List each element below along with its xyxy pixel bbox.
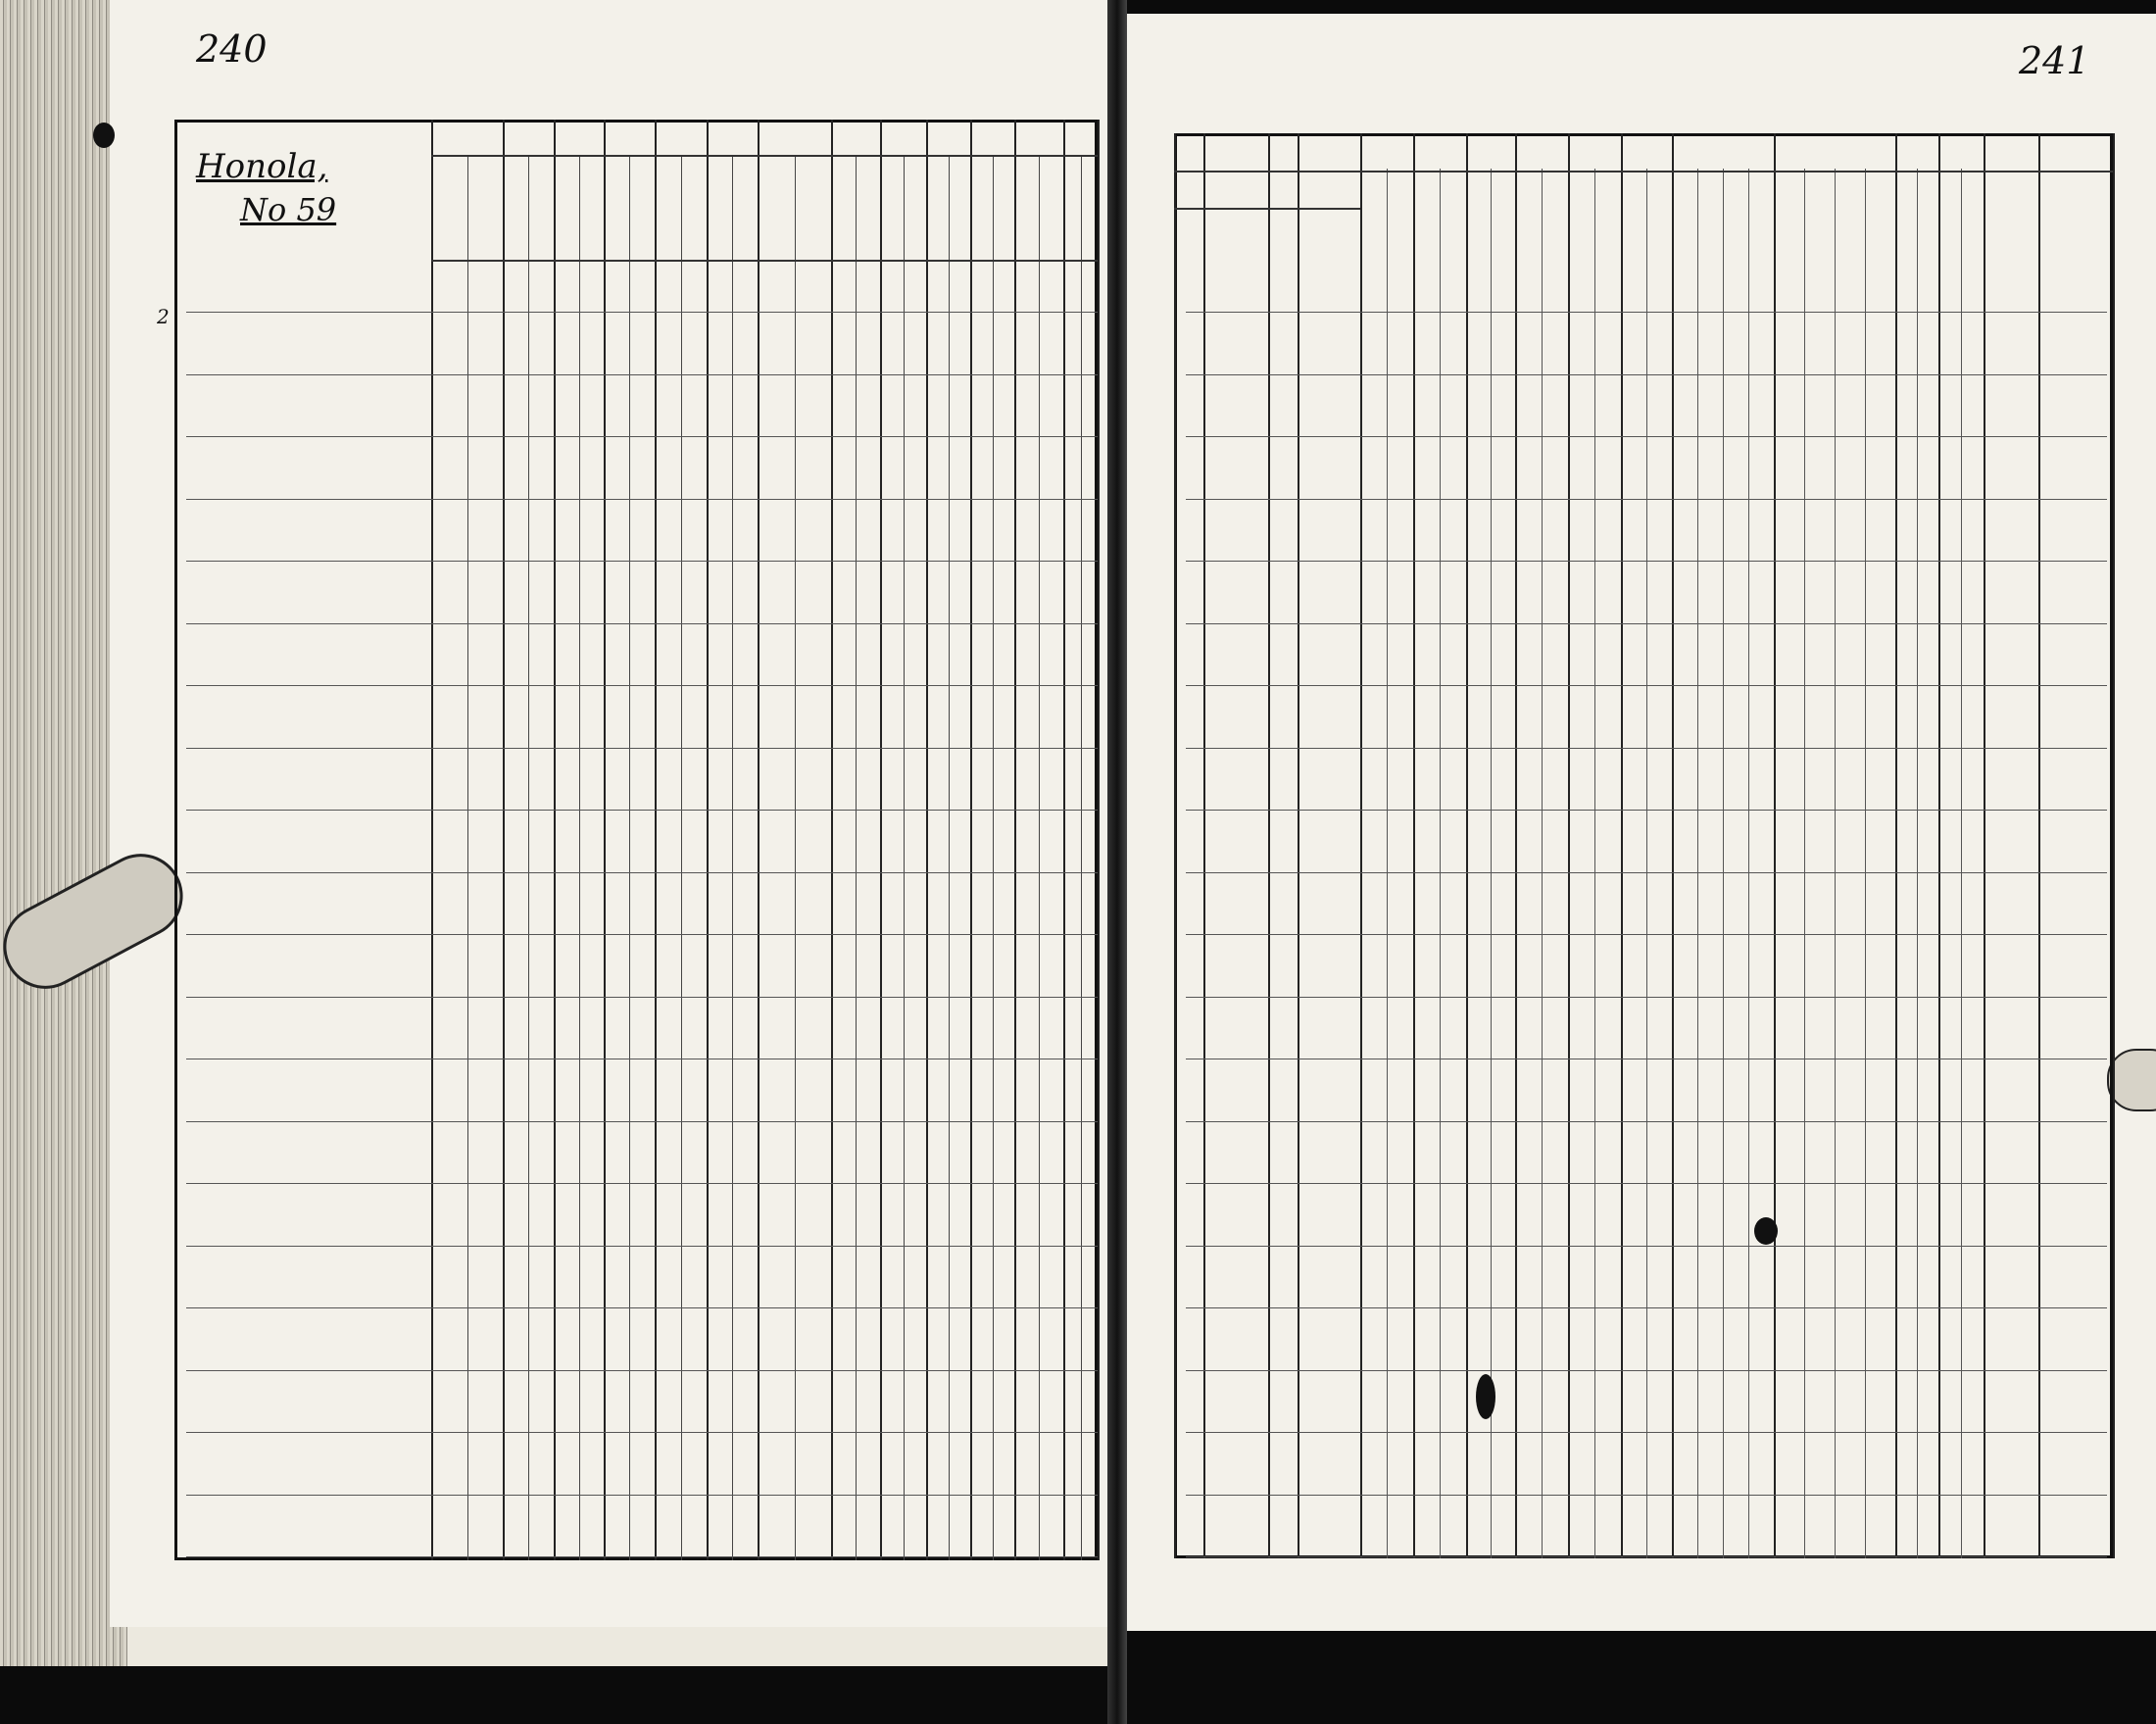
row-line: [1186, 1370, 2107, 1371]
column-divider: [1895, 133, 1897, 1558]
column-divider: [970, 120, 972, 1560]
column-divider: [431, 120, 433, 1560]
row-line: [186, 872, 1098, 873]
ink-blot: [1754, 1217, 1778, 1245]
column-divider: [655, 120, 657, 1560]
sub-column-divider: [1440, 169, 1441, 1558]
row-line: [186, 1495, 1098, 1496]
column-divider: [707, 120, 709, 1560]
column-divider: [1984, 133, 1985, 1558]
sub-column-divider: [795, 157, 796, 1560]
column-divider: [1568, 133, 1570, 1558]
row-line: [1186, 810, 2107, 811]
column-divider: [1621, 133, 1623, 1558]
left-page-number: 240: [196, 27, 268, 71]
sub-column-divider: [904, 157, 905, 1560]
sub-column-divider: [579, 157, 580, 1560]
sub-column-divider: [993, 157, 994, 1560]
row-line: [1186, 997, 2107, 998]
column-divider: [1098, 120, 1100, 1560]
row-line: [1186, 1246, 2107, 1247]
column-divider: [758, 120, 760, 1560]
column-divider: [1515, 133, 1517, 1558]
house-number: No 59: [240, 191, 337, 228]
ink-blot: [1476, 1374, 1495, 1419]
row-line: [1186, 1121, 2107, 1122]
margin-mark: 2: [157, 305, 170, 328]
row-line: [186, 748, 1098, 749]
sub-column-divider: [1542, 169, 1543, 1558]
column-divider: [1063, 120, 1065, 1560]
sub-column-divider: [1748, 169, 1749, 1558]
sub-column-divider: [1081, 157, 1082, 1560]
row-line: [186, 374, 1098, 375]
ink-blot: [93, 123, 115, 148]
row-line: [186, 810, 1098, 811]
header-divider: [1174, 208, 1360, 210]
sub-column-divider: [681, 157, 682, 1560]
row-line: [186, 1307, 1098, 1308]
row-line: [186, 934, 1098, 935]
row-line: [1186, 561, 2107, 562]
column-divider: [503, 120, 505, 1560]
row-line: [1186, 499, 2107, 500]
sub-column-divider: [1697, 169, 1698, 1558]
sub-column-divider: [629, 157, 630, 1560]
column-divider: [831, 120, 833, 1560]
row-line: [186, 1556, 1098, 1557]
column-divider: [2038, 133, 2040, 1558]
row-line: [1186, 1432, 2107, 1433]
row-line: [186, 997, 1098, 998]
row-line: [186, 312, 1098, 313]
column-divider: [1268, 133, 1270, 1558]
sub-column-divider: [1804, 169, 1805, 1558]
row-line: [186, 1370, 1098, 1371]
sub-column-divider: [1646, 169, 1647, 1558]
sub-column-divider: [856, 157, 857, 1560]
column-divider: [1466, 133, 1468, 1558]
right-page-number: 241: [2019, 39, 2090, 82]
sub-column-divider: [1835, 169, 1836, 1558]
row-line: [186, 436, 1098, 437]
sub-column-divider: [1865, 169, 1866, 1558]
row-line: [1186, 748, 2107, 749]
column-divider: [1203, 133, 1205, 1558]
row-line: [186, 685, 1098, 686]
row-line: [186, 561, 1098, 562]
header-bottom: [431, 260, 1098, 262]
column-divider: [1014, 120, 1016, 1560]
row-line: [186, 1121, 1098, 1122]
row-line: [1186, 685, 2107, 686]
row-line: [186, 1183, 1098, 1184]
column-divider: [1298, 133, 1299, 1558]
column-divider: [1938, 133, 1940, 1558]
column-divider: [554, 120, 556, 1560]
sub-column-divider: [528, 157, 529, 1560]
row-line: [1186, 312, 2107, 313]
sub-column-divider: [1723, 169, 1724, 1558]
column-divider: [1360, 133, 1362, 1558]
row-line: [1186, 1495, 2107, 1496]
column-divider: [926, 120, 928, 1560]
sub-column-divider: [1491, 169, 1492, 1558]
sub-column-divider: [1917, 169, 1918, 1558]
column-divider: [1413, 133, 1415, 1558]
sub-column-divider: [467, 157, 468, 1560]
sub-column-divider: [949, 157, 950, 1560]
book-gutter: [1107, 0, 1127, 1724]
row-line: [1186, 872, 2107, 873]
sub-column-divider: [1387, 169, 1388, 1558]
row-line: [1186, 1556, 2107, 1557]
left-register-table: [174, 120, 1098, 1560]
right-register-table: [1174, 133, 2113, 1558]
row-line: [186, 623, 1098, 624]
sub-column-divider: [1961, 169, 1962, 1558]
village-name: Honola,: [196, 147, 328, 186]
page-edges: [0, 0, 127, 1666]
row-line: [1186, 436, 2107, 437]
column-divider: [1174, 133, 1176, 1558]
sub-column-divider: [1594, 169, 1595, 1558]
row-line: [1186, 374, 2107, 375]
row-line: [186, 499, 1098, 500]
row-line: [186, 1246, 1098, 1247]
row-line: [186, 1432, 1098, 1433]
column-divider: [604, 120, 606, 1560]
sub-column-divider: [732, 157, 733, 1560]
column-divider: [880, 120, 882, 1560]
row-line: [1186, 934, 2107, 935]
row-line: [1186, 623, 2107, 624]
column-divider: [1672, 133, 1674, 1558]
column-divider: [1774, 133, 1776, 1558]
sub-column-divider: [1039, 157, 1040, 1560]
row-line: [1186, 1307, 2107, 1308]
row-line: [1186, 1183, 2107, 1184]
column-divider: [2113, 133, 2115, 1558]
header-divider: [431, 155, 1098, 157]
header-divider: [1174, 171, 2113, 172]
